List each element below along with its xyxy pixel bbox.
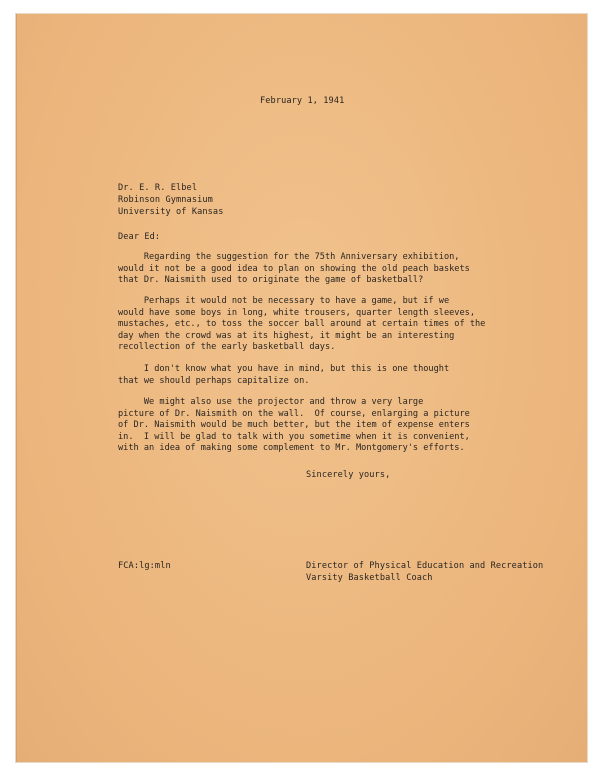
paragraph-1 <box>118 252 470 287</box>
recipient-name: Dr. E. R. Elbel <box>118 183 198 193</box>
paragraph-2-line: day when the crowd was at its highest, it might be an interesting <box>118 330 455 341</box>
paragraph-2-line: would have some boys in long, white trousers, quarter length sleeves, <box>118 307 475 318</box>
recipient-line-2: Robinson Gymnasium <box>118 195 213 205</box>
paragraph-2 <box>118 296 485 354</box>
paragraph-4 <box>118 397 470 455</box>
recipient-line-3: University of Kansas <box>118 207 224 217</box>
paragraph-4-line: picture of Dr. Naismith on the wall. Of course, enlarging a picture <box>118 408 470 419</box>
paragraph-1-line: that Dr. Naismith used to originate the game of basketball? <box>118 275 424 286</box>
letter-date: February 1, 1941 <box>260 96 345 106</box>
signature-title-1: Director of Physical Education and Recreation <box>306 561 544 571</box>
salutation: Dear Ed: <box>118 232 161 242</box>
letter-page <box>16 14 587 762</box>
paragraph-2-line: recollection of the early basketball days. <box>118 342 336 353</box>
signature-title-2: Varsity Basketball Coach <box>306 573 433 583</box>
paragraph-3-line: I don't know what you have in mind, but this is one thought <box>118 364 450 374</box>
paragraph-4-line: with an idea of making some complement to Mr. Montgomery's efforts. <box>118 443 465 454</box>
paragraph-4-line: of Dr. Naismith would be much better, but the item of expense enters <box>118 420 470 431</box>
paragraph-3 <box>118 364 449 387</box>
paragraph-1-line: Regarding the suggestion for the 75th Anniversary exhibition, <box>118 252 460 262</box>
paragraph-2-line: mustaches, etc., to toss the soccer ball around at certain times of the <box>118 319 486 330</box>
paragraph-1-line: would it not be a good idea to plan on showing the old peach baskets <box>118 263 470 274</box>
paragraph-4-line: in. I will be glad to talk with you sometime when it is convenient, <box>118 431 470 442</box>
paragraph-3-line: that we should perhaps capitalize on. <box>118 375 310 386</box>
closing: Sincerely yours, <box>306 470 391 480</box>
typist-initials: FCA:lg:mln <box>118 561 171 571</box>
paragraph-4-line: We might also use the projector and throw a very large <box>118 397 424 407</box>
paragraph-2-line: Perhaps it would not be necessary to have a game, but if we <box>118 296 450 306</box>
